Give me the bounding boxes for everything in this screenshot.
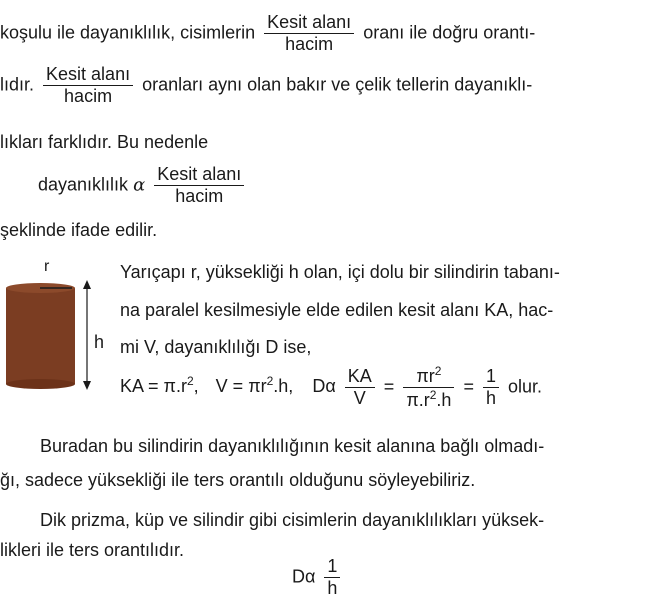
- fraction: [264, 12, 354, 55]
- height-label: h: [94, 332, 105, 352]
- v-equation: $V = \pi r^2.h$,: [215, 374, 294, 397]
- formula-line: [120, 364, 542, 411]
- cylinder-icon: [0, 262, 120, 392]
- text-line: [120, 300, 553, 321]
- text: lıkları farklıdır. Bu nedenle: [0, 132, 209, 152]
- fraction: [324, 556, 340, 599]
- fraction: [483, 366, 499, 409]
- fraction-denominator: h: [324, 577, 340, 599]
- text: oranları aynı olan bakır ve çelik tellerin dayanıklı-: [142, 74, 533, 95]
- text: likleri ile ters orantılıdır.: [0, 540, 185, 560]
- text: şeklinde ifade edilir.: [0, 220, 158, 240]
- text-line: [0, 12, 535, 55]
- text: dayanıklılık: [38, 174, 129, 195]
- text: koşulu ile dayanıklılık, cisimlerin: [0, 22, 256, 43]
- text: ğı, sadece yüksekliği ile ters orantılı olduğunu söyleyebiliriz.: [0, 470, 476, 490]
- text-line: [120, 337, 311, 358]
- equals-sign: =: [383, 376, 395, 397]
- fraction-numerator: $\pi r^2$: [416, 364, 442, 386]
- text-line: [0, 132, 208, 153]
- fraction-denominator: h: [483, 387, 499, 409]
- fraction: [345, 366, 375, 409]
- text-line: [40, 510, 544, 531]
- d-alpha: Dα: [312, 376, 336, 397]
- ka-equation: KA = $\pi.r^2$,: [120, 374, 199, 397]
- fraction-denominator: $\pi.r^2.h$: [403, 387, 454, 411]
- fraction-numerator: Kesit alanı: [157, 164, 242, 184]
- equals-sign: =: [463, 376, 474, 397]
- fraction-numerator: Kesit alanı: [267, 12, 352, 32]
- fraction-denominator: hacim: [264, 33, 354, 55]
- text-line: [0, 540, 184, 561]
- fraction-numerator: Kesit alanı: [46, 64, 131, 84]
- text-line: [120, 262, 560, 283]
- fraction: [43, 64, 133, 107]
- fraction-denominator: V: [345, 387, 375, 409]
- d-alpha: Dα: [292, 566, 316, 587]
- fraction-denominator: hacim: [154, 185, 244, 207]
- fraction-numerator: 1: [327, 556, 338, 576]
- fraction: [154, 164, 244, 207]
- text: Buradan bu silindirin dayanıklılığının kesit alanına bağlı olmadı-: [40, 436, 545, 456]
- cylinder-figure: [0, 258, 120, 392]
- text-line: [0, 64, 532, 107]
- text: mi V, dayanıklılığı D ise,: [120, 337, 312, 357]
- fraction: [403, 364, 454, 411]
- alpha-symbol: α: [133, 174, 146, 196]
- text: Yarıçapı r, yüksekliği h olan, içi dolu bir silindirin tabanı-: [120, 262, 560, 282]
- formula-line: [292, 556, 344, 599]
- text: lıdır.: [0, 74, 35, 95]
- fraction-numerator: KA: [347, 366, 372, 386]
- text-line: [0, 470, 475, 491]
- fraction-numerator: 1: [485, 366, 496, 386]
- formula-line: [38, 164, 248, 207]
- fraction-denominator: hacim: [43, 85, 133, 107]
- text: Dik prizma, küp ve silindir gibi cisimlerin dayanıklılıkları yüksek-: [40, 510, 545, 530]
- radius-label: r: [44, 258, 50, 275]
- text-line: [40, 436, 544, 457]
- text: na paralel kesilmesiyle elde edilen kesit alanı KA, hac-: [120, 300, 554, 320]
- text: oranı ile doğru orantı-: [363, 22, 536, 43]
- text-line: [0, 220, 157, 241]
- text: olur.: [508, 376, 543, 397]
